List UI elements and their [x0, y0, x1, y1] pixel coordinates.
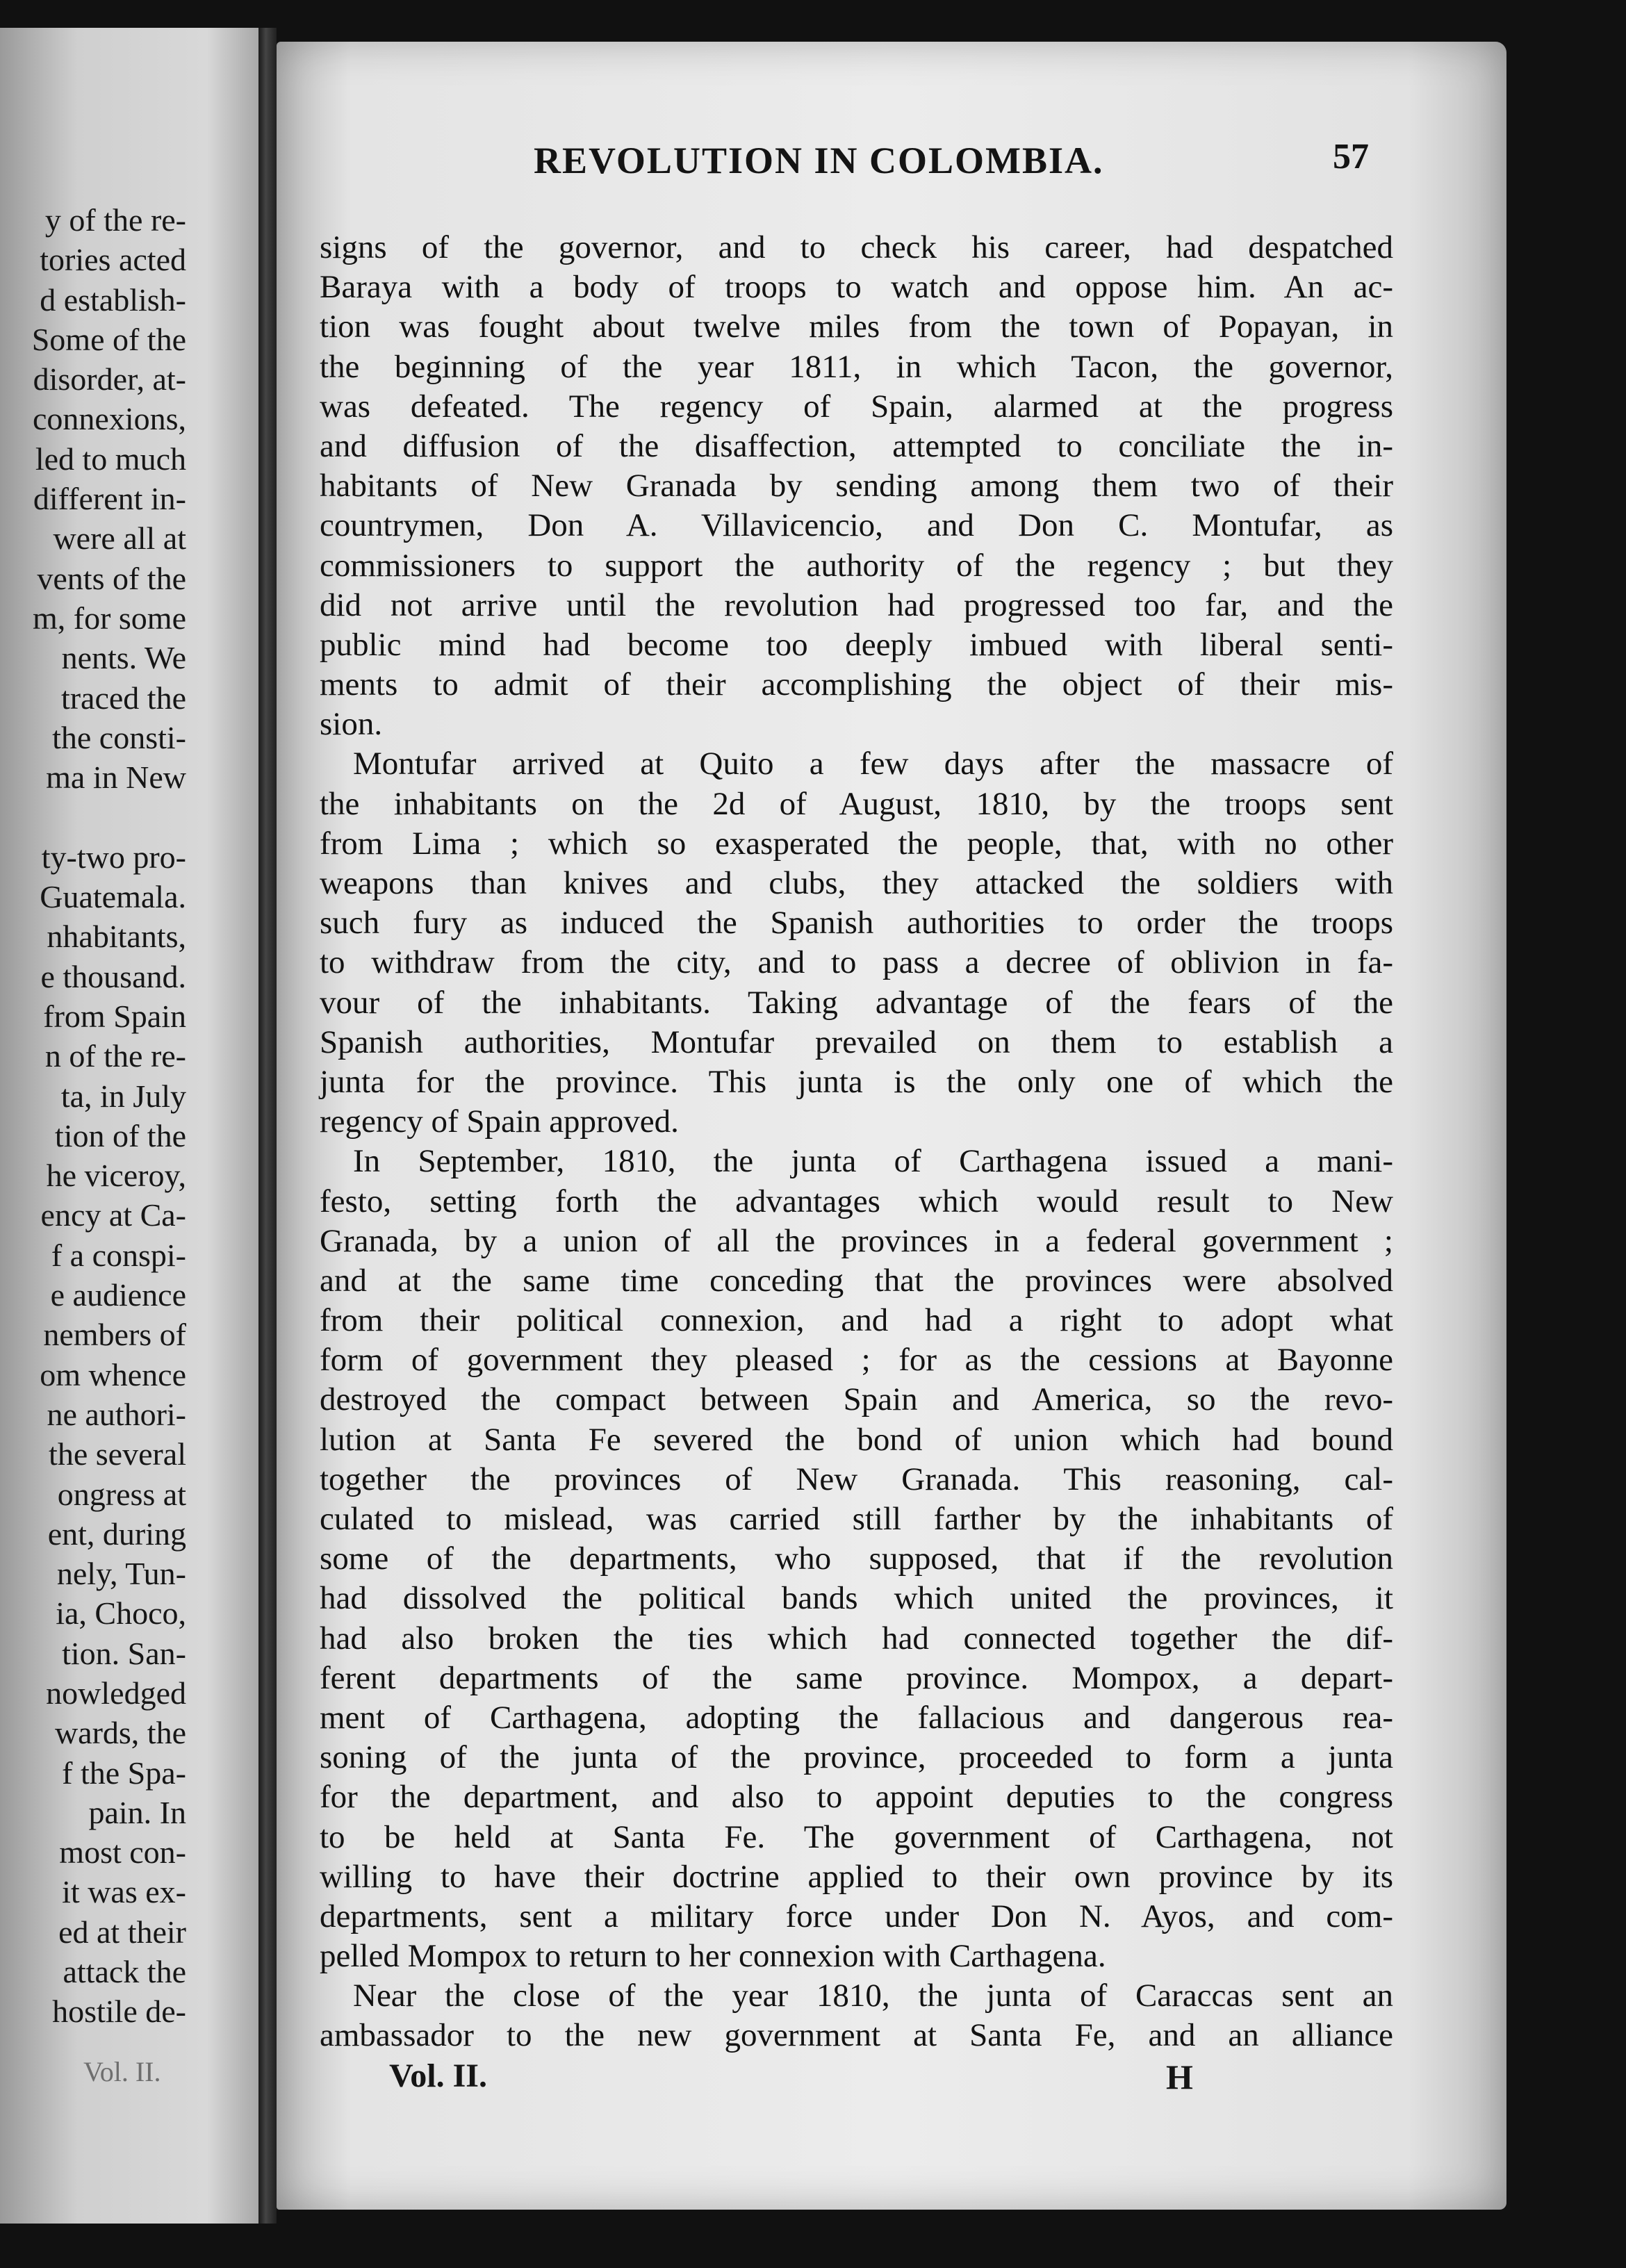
- facing-page-line: from Spain: [43, 998, 186, 1034]
- signature-mark: H: [1166, 2057, 1193, 2096]
- text-line: Near the close of the year 1810, the junta of Caraccas sent an: [353, 1978, 1393, 2014]
- facing-page-line: Guatemala.: [40, 879, 186, 915]
- text-line: form of government they pleased ; for as the cessions at Bayonne: [320, 1342, 1393, 1379]
- facing-page-line: he viceroy,: [46, 1158, 186, 1194]
- facing-page-line: f the Spa-: [62, 1755, 186, 1791]
- book-page: [277, 42, 1506, 2210]
- text-line: lution at Santa Fe severed the bond of union which had bound: [320, 1421, 1393, 1458]
- facing-page-line: nhabitants,: [47, 919, 186, 955]
- text-line: signs of the governor, and to check his career, had despatched: [320, 229, 1393, 265]
- facing-page-line: d establish-: [40, 281, 186, 318]
- text-line: tion was fought about twelve miles from the town of Popayan, in: [320, 309, 1393, 345]
- text-line: from their political connexion, and had a right to adopt what: [320, 1302, 1393, 1339]
- facing-page-line: wards, the: [54, 1715, 186, 1751]
- facing-page-line: attack the: [63, 1954, 186, 1990]
- facing-page-line: m, for some: [32, 600, 186, 636]
- facing-page-line: tion. San-: [62, 1635, 186, 1671]
- facing-page-text: [0, 200, 186, 2032]
- text-line: Baraya with a body of troops to watch and oppose him. An ac-: [320, 269, 1393, 306]
- text-line: willing to have their doctrine applied to their own province by its: [320, 1858, 1393, 1895]
- facing-page-line: nents. We: [61, 640, 186, 676]
- text-line: and at the same time conceding that the provinces were absolved: [320, 1262, 1393, 1299]
- facing-page-line: were all at: [53, 520, 186, 557]
- facing-page-line: ta, in July: [60, 1078, 186, 1114]
- facing-page-line: ent, during: [47, 1515, 186, 1552]
- facing-page-line: n of the re-: [44, 1038, 186, 1074]
- text-line: pelled Mompox to return to her connexion with Carthagena.: [320, 1938, 1106, 1975]
- text-line: soning of the junta of the province, proceeded to form a junta: [320, 1739, 1393, 1776]
- text-line: had dissolved the political bands which united the provinces, it: [320, 1580, 1393, 1617]
- text-line: Granada, by a union of all the provinces in a federal government ;: [320, 1222, 1393, 1259]
- facing-page-line: y of the re-: [44, 202, 186, 238]
- facing-page-line: vents of the: [37, 560, 186, 596]
- facing-page-line: the consti-: [52, 719, 186, 755]
- facing-page-line: e audience: [50, 1277, 186, 1313]
- facing-page-line: e thousand.: [40, 958, 186, 994]
- text-line: junta for the province. This junta is the only one of which the: [320, 1063, 1393, 1100]
- text-line: vour of the inhabitants. Taking advantage of the fears of the: [320, 984, 1393, 1021]
- text-line: for the department, and also to appoint deputies to the congress: [320, 1779, 1393, 1816]
- facing-page-line: nowledged: [46, 1675, 186, 1711]
- text-line: regency of Spain approved.: [320, 1103, 679, 1140]
- text-line: the beginning of the year 1811, in which Tacon, the governor,: [320, 348, 1393, 385]
- facing-page-line: Some of the: [31, 321, 186, 357]
- page-number: 57: [1333, 137, 1369, 176]
- text-line: from Lima ; which so exasperated the people, that, with no other: [320, 825, 1393, 862]
- text-line: commissioners to support the authority of the regency ; but they: [320, 547, 1393, 584]
- facing-page-line: connexions,: [32, 401, 186, 437]
- facing-page-footer: Vol. II.: [83, 2056, 161, 2087]
- text-line: public mind had become too deeply imbued with liberal senti-: [320, 626, 1393, 663]
- text-line: to be held at Santa Fe. The government of Carthagena, not: [320, 1818, 1393, 1855]
- text-line: was defeated. The regency of Spain, alarmed at the progress: [320, 388, 1393, 425]
- text-line: ferent departments of the same province. Mompox, a depart-: [320, 1659, 1393, 1696]
- facing-page-line: ongress at: [57, 1476, 186, 1512]
- text-line: and diffusion of the disaffection, attempted to conciliate the in-: [320, 427, 1393, 464]
- body-text: [320, 228, 1393, 2056]
- facing-page-line: f a conspi-: [51, 1237, 186, 1273]
- volume-label: Vol. II.: [389, 2057, 487, 2094]
- text-line: ment of Carthagena, adopting the fallacious and dangerous rea-: [320, 1699, 1393, 1736]
- facing-page-fragment: [0, 28, 258, 2224]
- text-line: culated to mislead, was carried still farther by the inhabitants of: [320, 1501, 1393, 1537]
- facing-page-line: different in-: [33, 481, 186, 517]
- text-line: did not arrive until the revolution had progressed too far, and the: [320, 586, 1393, 623]
- text-line: had also broken the ties which had connected together the dif-: [320, 1620, 1393, 1657]
- text-line: habitants of New Granada by sending among them two of their: [320, 468, 1393, 504]
- text-line: to withdraw from the city, and to pass a decree of oblivion in fa-: [320, 944, 1393, 981]
- text-line: ments to admit of their accomplishing the object of their mis-: [320, 666, 1393, 703]
- facing-page-line: ency at Ca-: [40, 1197, 186, 1233]
- facing-page-line: ed at their: [58, 1914, 186, 1950]
- facing-page-line: hostile de-: [52, 1994, 186, 2030]
- text-line: Montufar arrived at Quito a few days after the massacre of: [353, 746, 1393, 782]
- text-line: such fury as induced the Spanish authorities to order the troops: [320, 905, 1393, 942]
- text-line: the inhabitants on the 2d of August, 1810, by the troops sent: [320, 785, 1393, 822]
- book-gutter: [258, 28, 277, 2224]
- facing-page-line: ne authori-: [47, 1396, 186, 1432]
- facing-page-line: ma in New: [46, 759, 186, 796]
- text-line: weapons than knives and clubs, they attacked the soldiers with: [320, 865, 1393, 901]
- facing-page-line: [0, 797, 186, 837]
- facing-page-line: most con-: [59, 1834, 186, 1871]
- facing-page-line: pain. In: [88, 1794, 186, 1830]
- facing-page-line: nely, Tun-: [56, 1556, 186, 1592]
- text-line: sion.: [320, 706, 383, 743]
- facing-page-line: ia, Choco,: [56, 1595, 186, 1632]
- text-line: together the provinces of New Granada. This reasoning, cal-: [320, 1461, 1393, 1497]
- text-line: countrymen, Don A. Villavicencio, and Don C. Montufar, as: [320, 507, 1393, 544]
- text-line: some of the departments, who supposed, that if the revolution: [320, 1540, 1393, 1577]
- facing-page-line: it was ex-: [62, 1874, 186, 1910]
- facing-page-line: the several: [49, 1436, 186, 1472]
- facing-page-line: ty-two pro-: [41, 839, 186, 875]
- facing-page-line: traced the: [60, 680, 186, 716]
- facing-page-line: tories acted: [40, 242, 186, 278]
- text-line: destroyed the compact between Spain and America, so the revo-: [320, 1381, 1393, 1418]
- text-line: ambassador to the new government at Santa Fe, and an alliance: [320, 2017, 1393, 2054]
- facing-page-line: led to much: [35, 441, 186, 477]
- text-line: festo, setting forth the advantages which would result to New: [320, 1183, 1393, 1219]
- running-title: REVOLUTION IN COLOMBIA.: [534, 140, 1104, 181]
- facing-page-line: tion of the: [54, 1117, 186, 1153]
- text-line: In September, 1810, the junta of Carthagena issued a mani-: [353, 1143, 1393, 1180]
- text-line: Spanish authorities, Montufar prevailed on them to establish a: [320, 1024, 1393, 1060]
- facing-page-line: om whence: [40, 1356, 186, 1392]
- facing-page-line: nembers of: [43, 1317, 186, 1353]
- text-line: departments, sent a military force under Don N. Ayos, and com-: [320, 1898, 1393, 1934]
- facing-page-line: disorder, at-: [33, 361, 186, 397]
